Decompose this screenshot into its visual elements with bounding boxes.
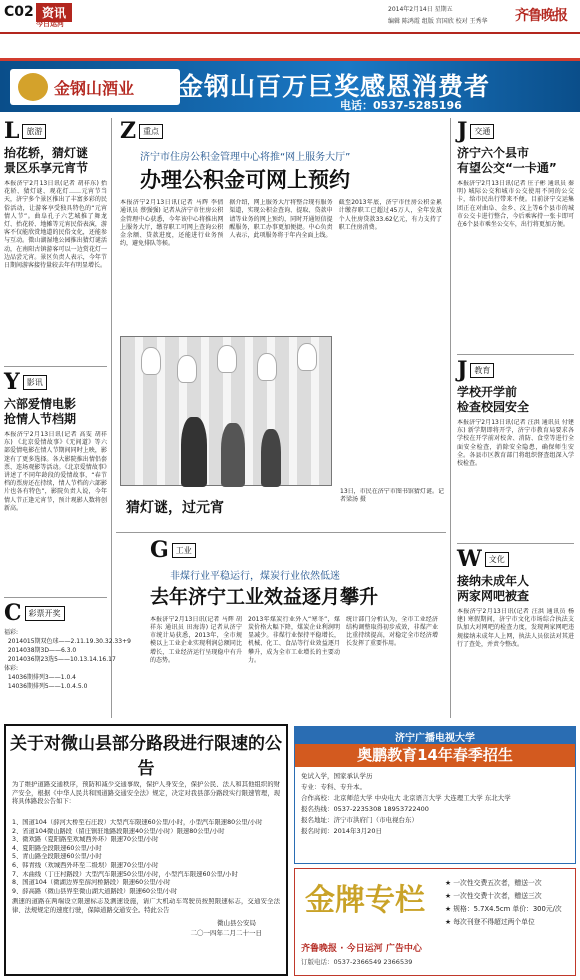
headline-line: 两家网吧被查 bbox=[457, 589, 530, 603]
article-body: 2013年煤炭行业外入“寒冬”，煤炭价格大幅下降，煤炭企业利润明显减少。非煤行业保持平稳增长，机械、化工、食品等行业效益逐月攀升，成为全市工业增长的主要动力。 bbox=[248, 615, 340, 664]
headline-line: 六部爱情电影 bbox=[4, 397, 77, 411]
notice-item: 8、国道104（微湖边界至薛河桥路段）限速60公里/小时 bbox=[12, 879, 171, 887]
ad-title: 金牌专栏 bbox=[305, 883, 425, 918]
notice-list bbox=[12, 819, 280, 896]
section-letter: J bbox=[457, 357, 468, 383]
lottery-tag bbox=[4, 602, 111, 624]
article-body: 本报济宁2月13日讯(记者 马辉 李倩 通讯员 蔡强强) 记者从济宁市住房公积金管理中心获悉，今年该中心将推出网上服务大厅，缴存职工可网上查询公积金余额、贷款进度，还能进行业务预约，避免排队等候。 bbox=[120, 199, 224, 248]
brand-logo bbox=[10, 69, 180, 105]
ad-subtitle: 奥鹏教育14年春季招生 bbox=[295, 744, 575, 767]
section-label: 教育 bbox=[470, 363, 494, 378]
headline-line: 抬花轿，猜灯谜 bbox=[4, 146, 89, 160]
article-body: 本报济宁2月13日讯(记者 庄子彬 通讯员 秦明) 城际公交和城市公交使用不同的公交卡，给市民出行带来不便。目前济宁交运集团正在对曲阜、金乡、汶上等6个县市的城市公交卡进行整合，今后乘客持一张卡即可在6个县市乘坐公交车，出行将更加方便。 bbox=[457, 180, 574, 229]
photo-caption: 猜灯谜，过元宵 bbox=[126, 500, 224, 516]
article-kicker: 济宁市住房公积金管理中心将推“网上服务大厅” bbox=[140, 152, 351, 163]
notice-item: 1、国道104（薛河大桥至石庄段）大型汽车限速60公里/小时，小型汽车限速80公里/小时 bbox=[12, 819, 263, 826]
notice-title: 关于对微山县部分路段进行限速的公告 bbox=[10, 734, 282, 779]
ad-bullet: ★ 每次刊登不得超过两个单位 bbox=[445, 918, 535, 926]
photo-credit: 13日，市民在济宁市图书馆猜灯谜。记者梁汤 摄 bbox=[340, 488, 444, 504]
divider bbox=[457, 543, 574, 544]
issue-date: 2014年2月14日 星期五 bbox=[388, 6, 453, 13]
divider bbox=[457, 354, 574, 355]
news-photo bbox=[120, 336, 332, 486]
section-label: 工业 bbox=[172, 543, 196, 558]
divider bbox=[4, 597, 107, 598]
travel-tag bbox=[4, 120, 111, 142]
traffic-tag bbox=[457, 120, 578, 142]
notice-issuer: 微山县公安局 bbox=[217, 919, 256, 928]
section-letter: G bbox=[150, 537, 169, 563]
section-letter: W bbox=[457, 546, 482, 572]
headline-line: 济宁六个县市 bbox=[457, 146, 530, 160]
tv-university-ad[interactable] bbox=[294, 726, 576, 864]
lantern-icon bbox=[217, 345, 237, 373]
left-column bbox=[0, 118, 131, 718]
brand-emblem-icon bbox=[18, 73, 48, 101]
section-label: 彩票开奖 bbox=[25, 606, 65, 621]
article-headline[interactable]: 去年济宁工业效益逐月攀升 bbox=[150, 586, 379, 608]
notice-date: 二〇一四年二月二十一日 bbox=[190, 929, 262, 938]
ad-bullet: ★ 规格：5.7X4.5cm 单价：300元/次 bbox=[445, 905, 562, 913]
ad-title: 济宁广播电视大学 bbox=[295, 727, 575, 744]
headline-line: 学校开学前 bbox=[457, 385, 518, 399]
ad-footer-phone: 订版电话：0537-2366549 2366539 bbox=[301, 958, 413, 966]
headline-line: 检查校园安全 bbox=[457, 400, 530, 414]
speed-limit-notice bbox=[4, 724, 288, 976]
article-kicker: 非煤行业平稳运行，煤炭行业依然低迷 bbox=[170, 571, 340, 582]
industry-tag bbox=[150, 539, 446, 561]
article-headline[interactable] bbox=[457, 574, 578, 604]
article-body: 截至2013年底，济宁市住房公积金累计缴存职工已超过45万人，全年发放个人住房贷款33.62亿元，有力支持了职工住房消费。 bbox=[338, 199, 442, 231]
paper-logo: 齐鲁晚报 bbox=[515, 8, 567, 24]
headline-line: 抢情人节档期 bbox=[4, 412, 77, 426]
banner-slogan: 金钢山百万巨奖感恩消费者 bbox=[178, 72, 491, 101]
section-label: 文化 bbox=[485, 552, 509, 567]
section-label: 影讯 bbox=[23, 375, 47, 390]
ad-body: 免试入学，国家承认学历 专业：专科、专升本。 合作高校：北京师范大学 中央电大 北京语言大学 大连理工大学 东北大学 报名热线：0537-2235308 18953722400 报名地址：济宁市洪府门（市电视台东） 报名时间：2014年3月20日 bbox=[301, 772, 511, 835]
article-body: 本报济宁2月13日讯(记者 汪洪 通讯员 杨建) 寒假期间，济宁市文化市场综合执法支队加大对网吧的检查力度，发现两家网吧违规接纳未成年人上网，执法人员依法对其进行了查处，并责令整改。 bbox=[457, 608, 574, 648]
notice-item: 6、韩青线（欢城西外环至二级坝）限速70公里/小时 bbox=[12, 861, 159, 869]
section-label: 旅游 bbox=[22, 124, 46, 139]
banner-phone: 电话：0537-5285196 bbox=[340, 99, 462, 112]
article-body: 据介绍，网上服务大厅将整合现有服务渠道，实现公积金查询、提取、贷款申请等业务的网上预约，同时开通短信提醒服务，职工办事更加便捷。中心负责人表示，此项服务将于年内全面上线。 bbox=[229, 199, 333, 240]
subsection-name: 今日运河 bbox=[36, 20, 64, 28]
masthead bbox=[0, 0, 580, 34]
article-body: 本报济宁2月13日讯(记者 胡祥东) 抬花轿、猜灯谜、观花灯……元宵节当天，济宁多个景区推出了丰富多彩的民俗活动，让游客享受独具特色的“元宵情人节”。曲阜孔子六艺城推了舞龙灯、抬花轿、地摊等元宵民俗表演，游客不仅能欣赏地道的民俗文化，还能参与互动。微山湖湿地公园推出猜灯谜活动，在南阳古镇游客可以一边赏花灯一边品尝元宵。景区负责人表示，今年节日期间游客接待量较去年有明显增长。 bbox=[4, 180, 107, 270]
article-body: 本报济宁2月13日讯(记者 汪洪 通讯员 付建东) 新学期即将开学，济宁市教育局要求各学校在开学前对校舍、消防、食堂等进行全面安全检查，消除安全隐患，确保师生安全。各县市区教育部门将组织督查组深入学校检查。 bbox=[457, 419, 574, 468]
right-column bbox=[450, 118, 578, 718]
lottery-results: 福彩: 2014015期双色球——2.11.19.30.32.33+9 2014038期3D——6.3.0 2014036期23选5——10.13.14.16.17 体彩: 14036期排列3——1.0.4 14036期排列5——1.0.4.5.0 bbox=[4, 629, 131, 690]
ad-footer: 齐鲁晚报 · 今日运河 广告中心 bbox=[301, 944, 422, 954]
article-columns bbox=[120, 199, 442, 329]
gold-column-ad[interactable] bbox=[294, 868, 576, 976]
notice-item: 7、木曲线（丁庄村路段）大型汽车限速50公里/小时，小型汽车限速60公里/小时 bbox=[12, 870, 238, 878]
section-letter: C bbox=[4, 600, 22, 626]
education-tag bbox=[457, 359, 578, 381]
culture-tag bbox=[457, 548, 578, 570]
focus-tag bbox=[120, 120, 446, 142]
section-letter: Z bbox=[120, 118, 137, 144]
notice-item: 4、夏阳路全段限速60公里/小时 bbox=[12, 844, 102, 852]
divider bbox=[4, 366, 107, 367]
lantern-icon bbox=[257, 353, 277, 381]
notice-item: 3、微欢路（夏阳路至欢城西外环）限速70公里/小时 bbox=[12, 836, 159, 844]
section-label: 交通 bbox=[470, 124, 494, 139]
notice-item: 9、薛高路（微山县界至微山湖大道路段）限速60公里/小时 bbox=[12, 887, 178, 895]
lantern-icon bbox=[177, 355, 197, 383]
headline-line: 景区乐享元宵节 bbox=[4, 161, 89, 175]
article-columns bbox=[150, 616, 442, 712]
notice-outro: 测速的道路在两端设立限速标志及测速设施，请广大机动车驾驶员按照限速标志，交通安全法律、法规规定的速度行驶，保障道路交通安全。特此公告 bbox=[12, 898, 280, 914]
article-headline[interactable] bbox=[4, 146, 111, 176]
ad-banner[interactable] bbox=[0, 58, 580, 112]
lantern-icon bbox=[297, 343, 317, 371]
staff-credits: 编辑 陈鸿霞 组版 宫国欣 校对 王秀华 bbox=[388, 18, 488, 25]
brand-name: 金钢山酒业 bbox=[54, 79, 135, 98]
ad-bullet: ★ 一次性交费五次者，赠送一次 bbox=[445, 879, 542, 887]
person-figure bbox=[261, 429, 281, 487]
article-headline[interactable] bbox=[457, 385, 578, 415]
section-name: 资讯 bbox=[36, 3, 72, 22]
ad-bullets bbox=[445, 877, 573, 929]
ad-bullet: ★ 一次性交费十次者，赠送三次 bbox=[445, 892, 542, 900]
article-body: 本报济宁2月13日讯(记者 马辉 胡祥东 通讯员 田海涛) 记者从济宁市统计局获悉，2013年，全市规模以上工业企业实现利润总额同比增长，工业经济运行呈现稳中有升的态势。 bbox=[150, 615, 242, 664]
article-headline[interactable] bbox=[457, 146, 578, 176]
person-figure bbox=[221, 423, 245, 487]
notice-item: 5、青山路全段限速60公里/小时 bbox=[12, 853, 102, 861]
g-section bbox=[116, 532, 446, 718]
section-letter: J bbox=[457, 118, 468, 144]
notice-intro: 为了维护道路交通秩序，预防和减少交通事故，保护人身安全，保护公民、法人和其他组织的财产安全，根据《中华人民共和国道路交通安全法》规定，决定对我县部分路段实行限速管理，现将具体路段公告如下： bbox=[12, 781, 280, 806]
section-letter: L bbox=[4, 118, 20, 144]
headline-line: 有望公交“一卡通” bbox=[457, 161, 557, 175]
section-label: 重点 bbox=[139, 124, 163, 139]
article-body: 本报济宁2月13日讯(记者 高雯 胡祥东) 《北京爱情故事》《无间道》等六部爱情电影在情人节期间同时上映，影迷有了更多选择。各大影院推出情侣套票、连场观影等活动。《北京爱情故事》讲述了不同年龄段的爱情故事，“春节档的票房还在持续，情人节档的六部影片也各有特色”，影院负责人说，今年情人节正逢元宵节，预计观影人数将创新高。 bbox=[4, 431, 107, 512]
person-figure bbox=[181, 417, 207, 487]
film-tag bbox=[4, 371, 111, 393]
page-number: C02 bbox=[4, 4, 34, 20]
lantern-icon bbox=[141, 347, 161, 375]
notice-item: 2、省道104微山路段（留庄镇驻地路段限速40公里/小时）限速80公里/小时 bbox=[12, 827, 225, 835]
article-headline[interactable] bbox=[4, 397, 111, 427]
headline-line: 接纳未成年人 bbox=[457, 574, 530, 588]
z-section bbox=[116, 118, 446, 528]
article-headline[interactable]: 办理公积金可网上预约 bbox=[140, 168, 350, 192]
article-body: 统计部门分析认为，全市工业经济结构调整取得初步成效，非煤产业比重持续提高，对稳定全市经济增长发挥了重要作用。 bbox=[346, 615, 438, 648]
section-letter: Y bbox=[4, 369, 20, 395]
